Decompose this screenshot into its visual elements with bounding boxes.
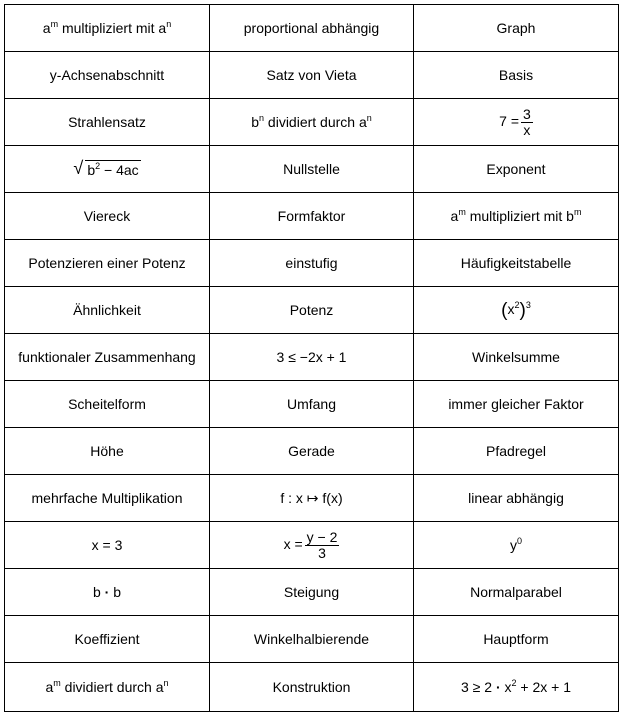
term-text: 7 = xyxy=(499,112,520,129)
table-row xyxy=(5,240,619,287)
cell-equation-7-eq-3-over-x xyxy=(414,99,619,146)
cell-koeffizient: Koeffizient xyxy=(5,616,210,663)
term-text: x xyxy=(500,679,512,695)
cell-aehnlichkeit: Ähnlichkeit xyxy=(5,287,210,334)
term-text: multipliziert mit xyxy=(58,20,159,36)
cell-winkelhalbierende: Winkelhalbierende xyxy=(210,616,414,663)
cell-y-achsenabschnitt: y-Achsenabschnitt xyxy=(5,52,210,99)
term-text: a xyxy=(450,208,459,224)
term-text: a xyxy=(158,20,167,36)
denominator: x xyxy=(523,121,531,138)
numerator: 3 xyxy=(523,105,531,122)
cell-x-eq-fraction xyxy=(210,522,414,569)
cell-linear-abhaengig: linear abhängig xyxy=(414,475,619,522)
table-row xyxy=(5,146,619,193)
exponent: 2 xyxy=(95,161,101,171)
table-row xyxy=(5,616,619,663)
cell-normalparabel: Normalparabel xyxy=(414,569,619,616)
cell-discriminant-root xyxy=(5,146,210,193)
cell-funktionaler-zusammenhang: funktionaler Zusammenhang xyxy=(5,334,210,381)
term-text: x xyxy=(507,301,515,317)
exponent: n xyxy=(166,19,172,29)
table-row xyxy=(5,5,619,52)
cell-steigung: Steigung xyxy=(210,569,414,616)
cell-nullstelle: Nullstelle xyxy=(210,146,414,193)
table-row xyxy=(5,428,619,475)
cell-satz-von-vieta: Satz von Vieta xyxy=(210,52,414,99)
term-text: b xyxy=(113,584,122,600)
exponent: m xyxy=(573,207,582,217)
exponent: n xyxy=(259,113,265,123)
cell-viereck: Viereck xyxy=(5,193,210,240)
term-text: x = xyxy=(283,535,303,552)
exponent: 3 xyxy=(525,300,531,310)
cell-basis: Basis xyxy=(414,52,619,99)
cell-quadratic-inequality xyxy=(414,663,619,712)
cell-gleicher-faktor: immer gleicher Faktor xyxy=(414,381,619,428)
cell-formfaktor: Formfaktor xyxy=(210,193,414,240)
cell-winkelsumme: Winkelsumme xyxy=(414,334,619,381)
term-text: dividiert durch xyxy=(264,114,359,130)
cell-pfadregel: Pfadregel xyxy=(414,428,619,475)
term-text: b xyxy=(251,114,260,130)
multiply-dot: · xyxy=(495,679,501,695)
term-text: a xyxy=(358,114,367,130)
close-paren: ) xyxy=(519,300,526,321)
numerator: y − 2 xyxy=(306,528,338,545)
term-text: − 4ac xyxy=(100,162,139,178)
radical-sign-icon: √ xyxy=(73,158,84,178)
cell-am-div-an xyxy=(5,663,210,712)
exponent: 2 xyxy=(511,678,517,688)
table-row xyxy=(5,522,619,569)
cell-y-power-0 xyxy=(414,522,619,569)
cell-am-mult-an xyxy=(5,5,210,52)
open-paren: ( xyxy=(501,300,508,321)
cell-gerade: Gerade xyxy=(210,428,414,475)
cell-hoehe: Höhe xyxy=(5,428,210,475)
cell-power-of-power xyxy=(414,287,619,334)
cell-potenz: Potenz xyxy=(210,287,414,334)
cell-potenzieren: Potenzieren einer Potenz xyxy=(5,240,210,287)
term-text: 3 ≥ 2 xyxy=(461,679,493,695)
exponent: n xyxy=(366,113,372,123)
table-row xyxy=(5,334,619,381)
cell-hauptform: Hauptform xyxy=(414,616,619,663)
cell-am-mult-bm xyxy=(414,193,619,240)
term-text: a xyxy=(45,679,54,695)
table-row xyxy=(5,193,619,240)
term-table xyxy=(4,4,619,712)
fraction xyxy=(521,107,533,138)
exponent: m xyxy=(458,207,466,217)
cell-inequality: 3 ≤ −2x + 1 xyxy=(210,334,414,381)
term-text: b xyxy=(87,162,96,178)
table-row xyxy=(5,52,619,99)
term-text: b xyxy=(566,208,574,224)
table-row xyxy=(5,287,619,334)
cell-einstufig: einstufig xyxy=(210,240,414,287)
term-text: dividiert durch xyxy=(60,679,156,695)
cell-exponent: Exponent xyxy=(414,146,619,193)
table-row xyxy=(5,99,619,146)
denominator: 3 xyxy=(318,544,326,561)
cell-x-eq-3: x = 3 xyxy=(5,522,210,569)
cell-umfang: Umfang xyxy=(210,381,414,428)
table-row xyxy=(5,475,619,522)
table-row xyxy=(5,569,619,616)
term-text: multipliziert mit xyxy=(465,208,567,224)
table-row xyxy=(5,381,619,428)
term-text: a xyxy=(42,20,51,36)
term-text: b xyxy=(92,584,101,600)
exponent: m xyxy=(53,678,61,688)
term-text: + 2x + 1 xyxy=(516,679,571,695)
cell-konstruktion: Konstruktion xyxy=(210,663,414,712)
term-text: a xyxy=(155,679,164,695)
cell-scheitelform: Scheitelform xyxy=(5,381,210,428)
square-root xyxy=(73,160,140,178)
fraction xyxy=(305,530,340,561)
cell-mehrfache-multiplikation: mehrfache Multiplikation xyxy=(5,475,210,522)
cell-b-dot-b xyxy=(5,569,210,616)
cell-strahlensatz: Strahlensatz xyxy=(5,99,210,146)
exponent: n xyxy=(163,678,169,688)
cell-bn-div-an xyxy=(210,99,414,146)
cell-function-mapping: f : x ↦ f(x) xyxy=(210,475,414,522)
term-text: y xyxy=(509,537,517,553)
exponent: 0 xyxy=(516,536,522,546)
multiply-dot: · xyxy=(104,584,110,600)
exponent: m xyxy=(50,19,59,29)
radicand xyxy=(85,160,140,178)
exponent: 2 xyxy=(514,300,520,310)
cell-graph: Graph xyxy=(414,5,619,52)
cell-proportional: proportional abhängig xyxy=(210,5,414,52)
cell-haeufigkeitstabelle: Häufigkeitstabelle xyxy=(414,240,619,287)
table-row xyxy=(5,663,619,712)
